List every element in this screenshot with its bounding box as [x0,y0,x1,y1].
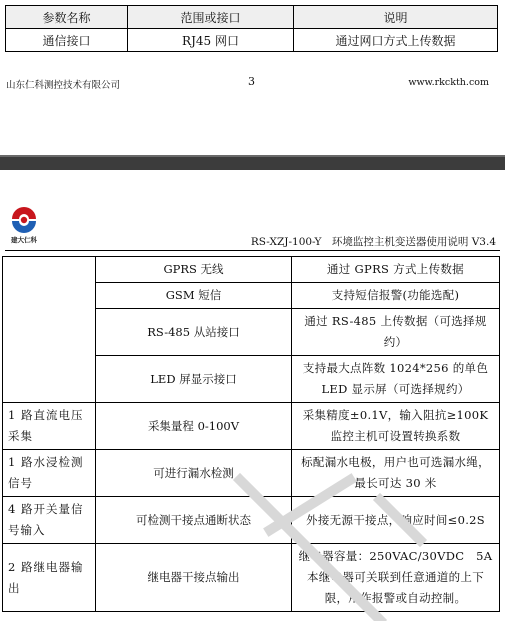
cell-range: GPRS 无线 [96,257,292,283]
footer-company: 山东仁科测控技术有限公司 [6,80,121,91]
cell-range: 继电器干接点输出 [96,544,292,612]
top-spec-table [5,5,498,52]
page-separator-highlight [0,155,505,157]
spec-table [2,256,500,612]
cell-range: 采集量程 0-100V [96,403,292,450]
cell-param [3,257,96,403]
cell-param: 1 路水浸检测信号 [3,450,96,497]
cell-description: 通过网口方式上传数据 [294,29,498,52]
cell-range: LED 屏显示接口 [96,356,292,403]
logo-caption: 建大仁科 [11,236,37,244]
header-range: 范围或接口 [128,6,294,29]
footer-page-number: 3 [248,75,255,88]
cell-description: 通过 RS-485 上传数据（可选择规约） [292,309,500,356]
cell-param: 2 路继电器输出 [3,544,96,612]
header-description: 说明 [294,6,498,29]
table-row [6,29,498,52]
renke-logo-icon [8,206,40,246]
cell-description: 支持最大点阵数 1024*256 的单色 LED 显示屏（可选择规约） [292,356,500,403]
cell-description: 采集精度±0.1V，输入阻抗≥100K 监控主机可设置转换系数 [292,403,500,450]
table-row [3,450,500,497]
table-header-row [6,6,498,29]
cell-range: 可检测干接点通断状态 [96,497,292,544]
document-header-title: RS-XZJ-100-Y 环境监控主机变送器使用说明 V3.4 [250,236,496,248]
cell-range: GSM 短信 [96,283,292,309]
top-page [0,0,505,155]
footer-url: www.rkckth.com [408,77,489,88]
cell-description: 支持短信报警(功能选配) [292,283,500,309]
table-row [3,497,500,544]
bottom-page [0,170,505,621]
table-row [3,257,500,283]
table-row [3,403,500,450]
cell-range: RJ45 网口 [128,29,294,52]
cell-description: 继电器容量：250VAC/30VDC 5A 本继电器可关联到任意通道的上下限，用作报警或自动控制。 [292,544,500,612]
cell-range: 可进行漏水检测 [96,450,292,497]
page-separator [0,155,505,170]
cell-param: 4 路开关量信号输入 [3,497,96,544]
header-rule [5,250,500,251]
header-param-name: 参数名称 [6,6,128,29]
cell-description: 标配漏水电极，用户也可选漏水绳，最长可达 30 米 [292,450,500,497]
cell-range: RS-485 从站接口 [96,309,292,356]
table-row [3,544,500,612]
cell-param: 1 路直流电压采集 [3,403,96,450]
cell-param: 通信接口 [6,29,128,52]
cell-description: 通过 GPRS 方式上传数据 [292,257,500,283]
cell-description: 外接无源干接点，响应时间≤0.2S [292,497,500,544]
